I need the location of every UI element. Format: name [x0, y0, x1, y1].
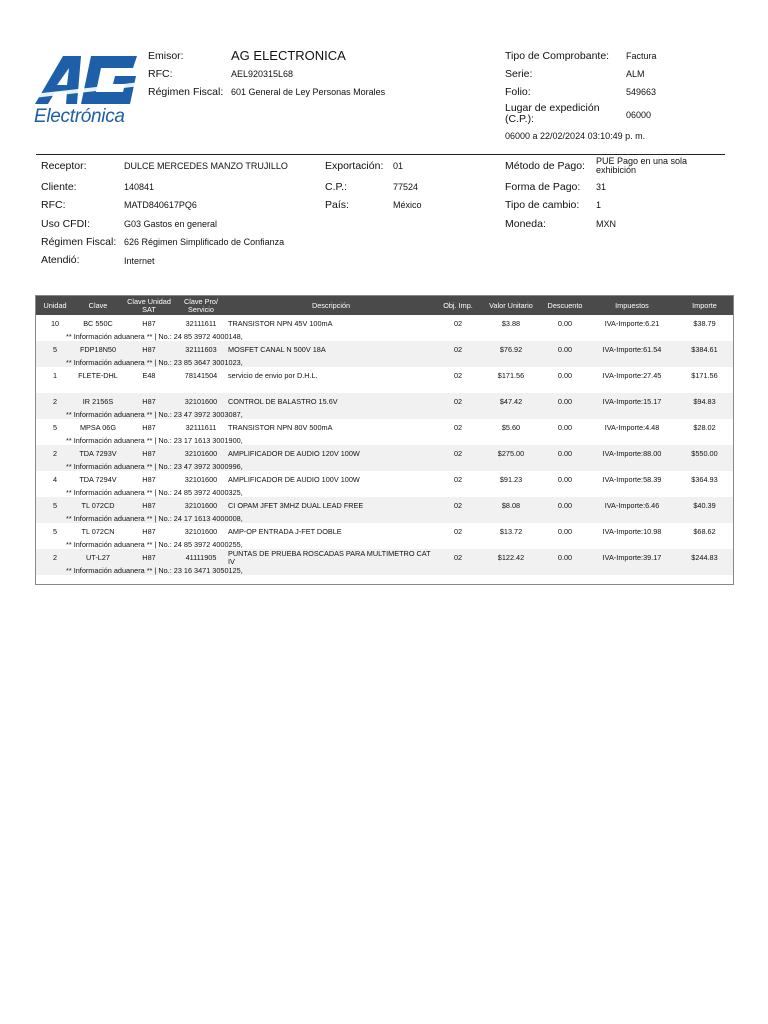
cell-importe: $94.83 [676, 393, 733, 410]
cell-valor-unitario: $13.72 [499, 526, 523, 536]
table-row-aduana [36, 436, 733, 445]
cell-valor-unitario: $171.56 [497, 370, 525, 380]
table-row [36, 549, 733, 566]
forma-pago-label: Forma de Pago: [505, 181, 581, 193]
cell-clave: TL 072CD [74, 497, 122, 514]
cell-obj-imp: 02 [436, 445, 480, 462]
cell-descuento: 0.00 [542, 549, 588, 566]
divider [36, 154, 725, 155]
cell-valor-unitario: $275.00 [480, 445, 542, 462]
cell-clave-sat: H87 [142, 318, 156, 328]
cell-clave: TDA 7294V [79, 474, 117, 484]
table-row [36, 315, 733, 332]
items-table [36, 296, 733, 575]
exportacion-value: 01 [393, 161, 404, 171]
col-header-obj-imp: Obj. Imp. [436, 296, 480, 315]
cell-descripcion: CONTROL DE BALASTRO 15.6V [226, 393, 436, 410]
cell-clave: IR 2156S [74, 393, 122, 410]
cell-informacion-aduanera: ** Información aduanera ** | No.: 24 17 1613 4000008, [36, 514, 733, 523]
receptor-rfc-label: RFC: [41, 199, 66, 211]
table-row [36, 497, 733, 514]
cell-unidad: 10 [50, 318, 60, 328]
cell-clave-prod: 78141504 [184, 370, 218, 380]
cell-clave-sat: H87 [122, 549, 176, 566]
table-row-aduana [36, 566, 733, 575]
cliente-label: Cliente: [41, 181, 77, 193]
cell-clave-sat: H87 [122, 341, 176, 358]
uso-cfdi-value: G03 Gastos en general [124, 219, 218, 229]
cell-impuestos: IVA-Importe:6.46 [588, 497, 676, 514]
cell-obj-imp: 02 [453, 526, 463, 536]
cell-impuestos: IVA-Importe:27.45 [602, 370, 662, 380]
cell-valor-unitario: $8.08 [480, 497, 542, 514]
cell-unidad: 5 [36, 497, 74, 514]
cell-clave-prod: 32101600 [176, 497, 226, 514]
cell-informacion-aduanera: ** Información aduanera ** | No.: 23 17 1613 3001900, [66, 436, 243, 445]
emisor-rfc-label: RFC: [148, 68, 173, 80]
table-row [36, 419, 733, 436]
cell-importe: $244.83 [676, 549, 733, 566]
cell-informacion-aduanera: ** Información aduanera ** | No.: 23 47 3972 3003087, [36, 410, 733, 419]
uso-cfdi-label: Uso CFDI: [41, 218, 91, 230]
cell-clave-prod: 41111905 [176, 549, 226, 566]
cell-importe: $171.56 [691, 370, 718, 380]
cell-descuento: 0.00 [542, 445, 588, 462]
cell-informacion-aduanera: ** Información aduanera ** | No.: 23 47 3972 3000996, [36, 462, 733, 471]
atendio-label: Atendió: [41, 254, 80, 266]
cell-clave: TDA 7293V [74, 445, 122, 462]
cell-clave-prod: 32111603 [176, 341, 226, 358]
cell-descuento: 0.00 [542, 341, 588, 358]
cell-valor-unitario: $47.42 [480, 393, 542, 410]
cell-descuento: 0.00 [557, 526, 573, 536]
cell-descripcion: AMPLIFICADOR DE AUDIO 120V 100W [226, 445, 436, 462]
receptor-value: DULCE MERCEDES MANZO TRUJILLO [124, 161, 288, 171]
fecha-emision: 06000 a 22/02/2024 03:10:49 p. m. [505, 131, 646, 141]
col-header-clave: Clave [74, 296, 122, 315]
cell-clave-sat: E48 [142, 370, 156, 380]
table-row-aduana [36, 488, 733, 497]
tipo-comprobante-label: Tipo de Comprobante: [505, 50, 610, 62]
cell-valor-unitario: $76.92 [480, 341, 542, 358]
cell-clave: BC 550C [83, 318, 113, 328]
cell-unidad: 1 [52, 370, 58, 380]
cliente-value: 140841 [124, 182, 155, 192]
cell-clave: FLETE-DHL [78, 370, 118, 380]
table-row-aduana [36, 540, 733, 549]
table-row-aduana [36, 410, 733, 419]
cell-valor-unitario: $91.23 [499, 474, 523, 484]
cell-clave: TL 072CN [81, 526, 115, 536]
col-header-valor-unitario: Valor Unitario [480, 296, 542, 315]
cell-importe: $38.79 [693, 318, 716, 328]
table-row [36, 341, 733, 358]
cell-clave-prod: 32101600 [184, 526, 218, 536]
cell-importe: $364.93 [691, 474, 718, 484]
cell-obj-imp: 02 [436, 341, 480, 358]
table-row [36, 471, 733, 488]
cell-impuestos: IVA-Importe:10.98 [602, 526, 662, 536]
table-row [36, 393, 733, 410]
folio-label: Folio: [505, 86, 531, 98]
receptor-regimen-value: 626 Régimen Simplificado de Confianza [124, 237, 285, 247]
cell-clave: UT-L27 [74, 549, 122, 566]
exportacion-label: Exportación: [325, 160, 384, 172]
cell-clave-sat: H87 [142, 474, 156, 484]
cell-clave-sat: H87 [142, 422, 156, 432]
cell-importe: $550.00 [676, 445, 733, 462]
col-header-impuestos: Impuestos [588, 296, 676, 315]
emisor-value: AG ELECTRONICA [231, 48, 346, 63]
cell-impuestos: IVA-Importe:6.21 [604, 318, 660, 328]
cell-valor-unitario: $3.88 [501, 318, 521, 328]
table-row-aduana [36, 514, 733, 523]
lugar-expedicion-label: Lugar de expedición (C.P.): [505, 102, 600, 125]
cell-importe: $28.02 [693, 422, 716, 432]
cell-obj-imp: 02 [453, 422, 463, 432]
pais-value: México [393, 200, 422, 210]
receptor-rfc-value: MATD840617PQ6 [124, 200, 197, 210]
cell-clave: MPSA 06G [79, 422, 117, 432]
tipo-cambio-label: Tipo de cambio: [505, 199, 580, 211]
pais-label: País: [325, 199, 349, 211]
table-row-aduana [36, 332, 733, 341]
cell-informacion-aduanera: ** Información aduanera ** | No.: 24 85 3972 4000255, [66, 540, 243, 549]
cell-obj-imp: 02 [436, 393, 480, 410]
table-row-aduana [36, 462, 733, 471]
cell-descuento: 0.00 [542, 497, 588, 514]
table-row-aduana [36, 358, 733, 367]
cell-importe: $384.61 [676, 341, 733, 358]
cell-unidad: 4 [52, 474, 58, 484]
cell-obj-imp: 02 [453, 474, 463, 484]
table-row-aduana [36, 384, 733, 393]
col-header-unidad: Unidad [36, 296, 74, 315]
col-header-clave-unidad-sat: Clave Unidad SAT [122, 296, 176, 315]
forma-pago-value: 31 [596, 182, 607, 192]
col-header-importe: Importe [676, 296, 733, 315]
tipo-cambio-value: 1 [596, 200, 602, 210]
emisor-rfc-value: AEL920315L68 [231, 69, 294, 79]
col-header-descripcion: Descripción [226, 296, 436, 315]
moneda-label: Moneda: [505, 218, 546, 230]
cell-informacion-aduanera: ** Información aduanera ** | No.: 23 16 3471 3050125, [36, 566, 733, 575]
cell-descripcion: AMP-OP ENTRADA J-FET DOBLE [228, 526, 342, 536]
cell-clave-sat: H87 [122, 497, 176, 514]
cell-unidad: 2 [36, 445, 74, 462]
cell-descuento: 0.00 [557, 422, 573, 432]
cell-descuento: 0.00 [542, 393, 588, 410]
cell-clave-prod: 32101600 [176, 445, 226, 462]
table-row [36, 523, 733, 540]
cell-descripcion: PUNTAS DE PRUEBA ROSCADAS PARA MULTIMETRO CAT IV [226, 549, 436, 566]
cell-informacion-aduanera: ** Información aduanera ** | No.: 24 85 3972 4000148, [66, 332, 243, 341]
metodo-pago-label: Método de Pago: [505, 160, 585, 172]
col-header-clave-prod: Clave Pro/ Servicio [176, 296, 226, 315]
cell-impuestos: IVA-Importe:88.00 [588, 445, 676, 462]
lugar-expedicion-value: 06000 [626, 110, 652, 120]
cell-obj-imp: 02 [453, 370, 463, 380]
items-table-body [36, 315, 733, 575]
cp-label: C.P.: [325, 181, 347, 193]
col-header-descuento: Descuento [542, 296, 588, 315]
cell-impuestos: IVA-Importe:58.39 [602, 474, 662, 484]
cell-clave-prod: 32101600 [184, 474, 218, 484]
cell-importe: $68.62 [693, 526, 716, 536]
cell-unidad: 2 [36, 393, 74, 410]
cell-descripcion: TRANSISTOR NPN 80V 500mA [228, 422, 333, 432]
cell-informacion-aduanera: ** Información aduanera ** | No.: 23 85 3647 3001023, [36, 358, 733, 367]
cell-unidad: 5 [52, 422, 58, 432]
cell-obj-imp: 02 [436, 549, 480, 566]
receptor-regimen-label: Régimen Fiscal: [41, 236, 117, 248]
cell-descripcion: CI OPAM JFET 3MHZ DUAL LEAD FREE [226, 497, 436, 514]
cell-impuestos: IVA-Importe:61.54 [588, 341, 676, 358]
cell-descuento: 0.00 [557, 370, 573, 380]
cell-descripcion: TRANSISTOR NPN 45V 100mA [228, 318, 333, 328]
cell-clave-sat: H87 [142, 526, 156, 536]
cell-valor-unitario: $122.42 [480, 549, 542, 566]
cell-clave-sat: H87 [122, 393, 176, 410]
cell-valor-unitario: $5.60 [501, 422, 521, 432]
cell-descripcion: AMPLIFICADOR DE AUDIO 100V 100W [228, 474, 360, 484]
serie-value: ALM [626, 69, 645, 79]
cell-impuestos: IVA-Importe:4.48 [604, 422, 660, 432]
cell-informacion-aduanera: ** Información aduanera ** | No.: 24 85 3972 4000325, [66, 488, 243, 497]
cell-clave-prod: 32101600 [176, 393, 226, 410]
emisor-regimen-value: 601 General de Ley Personas Morales [231, 87, 386, 97]
emisor-label: Emisor: [148, 50, 184, 62]
cell-impuestos: IVA-Importe:15.17 [588, 393, 676, 410]
serie-label: Serie: [505, 68, 533, 80]
cell-clave-sat: H87 [122, 445, 176, 462]
cell-obj-imp: 02 [436, 497, 480, 514]
tipo-comprobante-value: Factura [626, 51, 657, 61]
cell-descripcion: MOSFET CANAL N 500V 18A [226, 341, 436, 358]
cell-descuento: 0.00 [557, 474, 573, 484]
logo-wordmark: Electrónica [34, 106, 125, 127]
receptor-label: Receptor: [41, 160, 87, 172]
cell-descripcion: servicio de envio por D.H.L. [228, 370, 318, 380]
cell-impuestos: IVA-Importe:39.17 [588, 549, 676, 566]
cell-obj-imp: 02 [453, 318, 463, 328]
metodo-pago-value: PUE Pago en una sola exhibición [596, 156, 688, 175]
table-row [36, 445, 733, 462]
cell-clave-prod: 32111611 [185, 422, 217, 432]
cell-informacion-aduanera [36, 384, 733, 393]
emisor-regimen-label: Régimen Fiscal: [148, 86, 224, 98]
cell-clave: FDP18N50 [74, 341, 122, 358]
cp-value: 77524 [393, 182, 419, 192]
cell-importe: $40.39 [676, 497, 733, 514]
cell-unidad: 2 [36, 549, 74, 566]
table-row [36, 367, 733, 384]
cell-unidad: 5 [52, 526, 58, 536]
cell-descuento: 0.00 [557, 318, 573, 328]
table-header-row [36, 296, 733, 315]
atendio-value: Internet [124, 256, 155, 266]
folio-value: 549663 [626, 87, 657, 97]
cell-unidad: 5 [36, 341, 74, 358]
cell-clave-prod: 32111611 [185, 318, 217, 328]
moneda-value: MXN [596, 219, 616, 229]
